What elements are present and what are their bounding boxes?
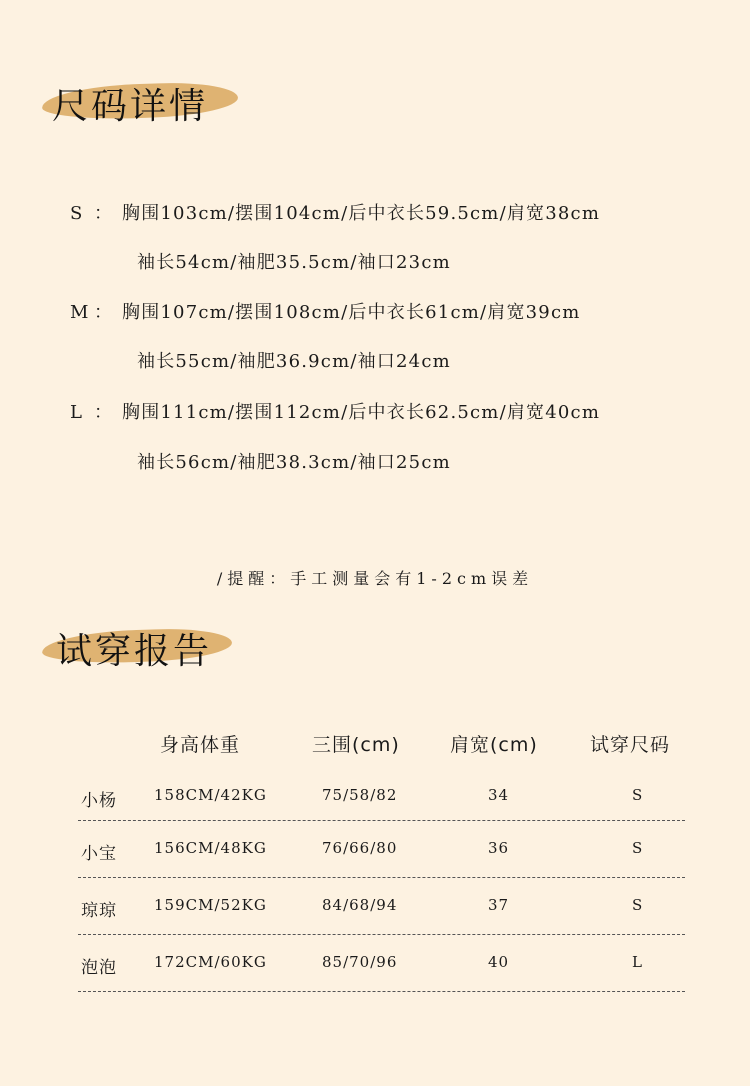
row-size: L xyxy=(632,953,643,971)
row-name: 小宝 xyxy=(81,844,117,864)
size-m-line2: 袖长55cm/袖肥36.9cm/袖口24cm xyxy=(137,351,451,372)
size-separator: ： xyxy=(94,402,114,423)
header-height-weight: 身高体重 xyxy=(160,734,241,756)
size-l-line2: 袖长56cm/袖肥38.3cm/袖口25cm xyxy=(137,452,451,473)
size-measurements: 胸围103cm/摆围104cm/后中衣长59.5cm/肩宽38cm xyxy=(122,203,601,224)
row-size: S xyxy=(632,839,644,857)
row-size: S xyxy=(632,786,644,804)
row-name: 泡泡 xyxy=(81,958,117,978)
size-code: S xyxy=(70,203,84,224)
table-row xyxy=(78,768,685,821)
row-height-weight: 158CM/42KG xyxy=(154,786,267,804)
row-height-weight: 172CM/60KG xyxy=(154,953,267,971)
row-shoulder: 40 xyxy=(488,953,510,971)
row-name: 琼琼 xyxy=(81,901,117,921)
row-measurements: 76/66/80 xyxy=(322,839,398,857)
size-measurements: 胸围107cm/摆围108cm/后中衣长61cm/肩宽39cm xyxy=(122,302,581,323)
row-shoulder: 37 xyxy=(488,896,510,914)
table-row xyxy=(78,935,685,992)
size-l-line1 xyxy=(70,398,600,424)
row-measurements: 84/68/94 xyxy=(322,896,398,914)
try-on-report-heading xyxy=(40,618,250,678)
row-shoulder: 36 xyxy=(488,839,510,857)
table-row xyxy=(78,821,685,878)
table-header xyxy=(78,726,685,768)
try-on-table xyxy=(78,726,685,992)
size-separator: ： xyxy=(94,203,114,224)
size-separator: ： xyxy=(94,302,114,323)
header-shoulder: 肩宽(cm) xyxy=(450,734,538,756)
size-details-title: 尺码详情 xyxy=(52,86,209,127)
row-height-weight: 156CM/48KG xyxy=(154,839,267,857)
size-m-line1 xyxy=(70,298,581,324)
row-name: 小杨 xyxy=(81,791,117,811)
row-measurements: 75/58/82 xyxy=(322,786,398,804)
row-size: S xyxy=(632,896,644,914)
row-height-weight: 159CM/52KG xyxy=(154,896,267,914)
table-row xyxy=(78,878,685,935)
size-measurements: 胸围111cm/摆围112cm/后中衣长62.5cm/肩宽40cm xyxy=(122,402,601,423)
header-measurements: 三围(cm) xyxy=(312,734,400,756)
size-code: M xyxy=(70,302,90,323)
size-details-heading xyxy=(40,72,250,132)
row-measurements: 85/70/96 xyxy=(322,953,398,971)
try-on-report-title: 试穿报告 xyxy=(56,631,213,672)
size-code: L xyxy=(70,402,84,423)
measurement-reminder: /提醒：手工测量会有1-2cm误差 xyxy=(216,569,534,588)
size-s-line1 xyxy=(70,199,600,225)
size-s-line2: 袖长54cm/袖肥35.5cm/袖口23cm xyxy=(137,252,451,273)
header-try-size: 试穿尺码 xyxy=(590,734,671,756)
row-shoulder: 34 xyxy=(488,786,510,804)
